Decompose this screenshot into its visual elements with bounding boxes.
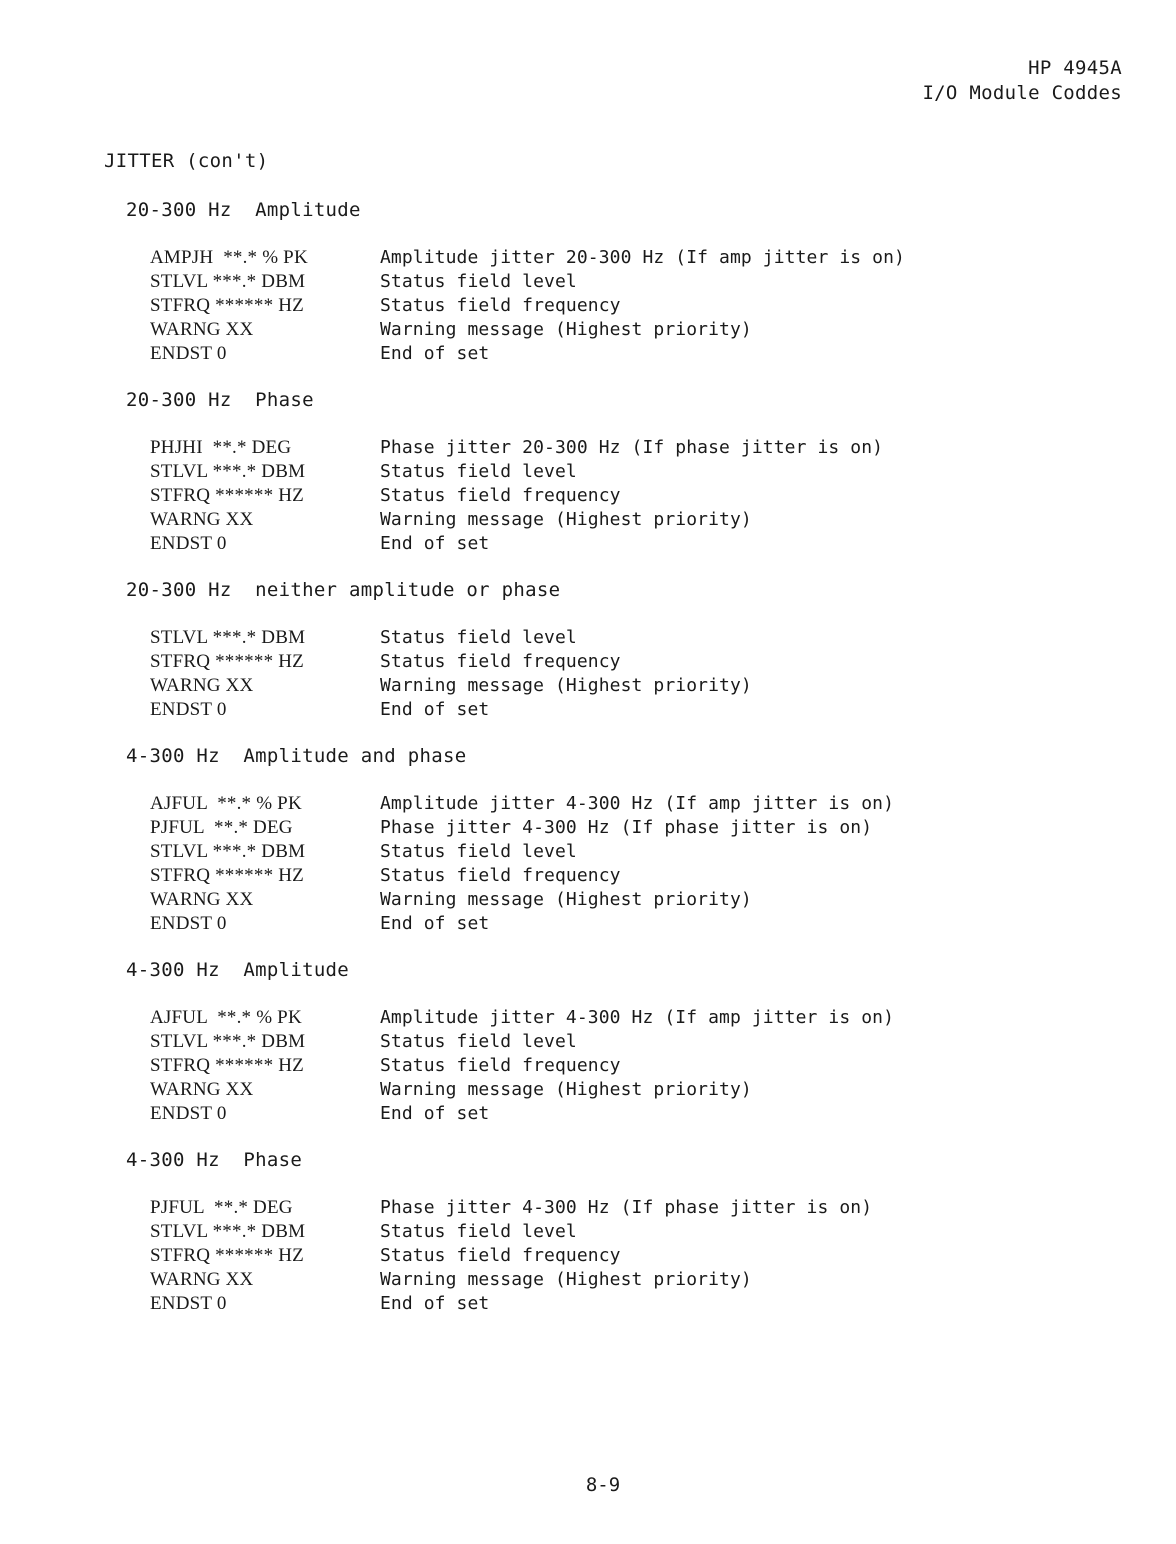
code-description: Phase jitter 4-300 Hz (If phase jitter is on) — [380, 817, 873, 838]
code-field: ENDST 0 — [150, 533, 227, 554]
code-field: PJFUL **.* DEG — [150, 1197, 293, 1218]
code-field: ENDST 0 — [150, 1103, 227, 1124]
code-row — [150, 1292, 1126, 1316]
code-description: Warning message (Highest priority) — [380, 319, 752, 340]
code-field: STFRQ ****** HZ — [150, 485, 304, 506]
code-field: STLVL ***.* DBM — [150, 461, 306, 482]
code-section — [126, 388, 1126, 556]
code-description: Warning message (Highest priority) — [380, 509, 752, 530]
code-description: Status field level — [380, 627, 577, 648]
code-field: STLVL ***.* DBM — [150, 627, 306, 648]
code-description: Status field frequency — [380, 295, 621, 316]
code-section — [126, 198, 1126, 366]
code-description: Status field frequency — [380, 1055, 621, 1076]
code-row — [150, 1196, 1126, 1220]
section-heading: 20-300 Hz neither amplitude or phase — [126, 579, 561, 601]
code-row — [150, 1054, 1126, 1078]
code-description: Phase jitter 4-300 Hz (If phase jitter is on) — [380, 1197, 873, 1218]
code-row — [150, 342, 1126, 366]
code-field: STLVL ***.* DBM — [150, 271, 306, 292]
code-description: End of set — [380, 1103, 490, 1124]
header-subtitle: I/O Module Coddes — [922, 82, 1122, 104]
code-field: ENDST 0 — [150, 1293, 227, 1314]
code-field: STFRQ ****** HZ — [150, 865, 304, 886]
section-heading: 20-300 Hz Amplitude — [126, 199, 361, 221]
code-row — [150, 840, 1126, 864]
code-field: STFRQ ****** HZ — [150, 651, 304, 672]
code-row — [150, 1220, 1126, 1244]
code-field: PJFUL **.* DEG — [150, 817, 293, 838]
code-description: Status field level — [380, 1221, 577, 1242]
code-description: Status field frequency — [380, 865, 621, 886]
code-description: End of set — [380, 533, 490, 554]
code-field: STLVL ***.* DBM — [150, 1031, 306, 1052]
code-row — [150, 792, 1126, 816]
code-row — [150, 294, 1126, 318]
code-row — [150, 816, 1126, 840]
code-description: Status field level — [380, 461, 577, 482]
code-field: WARNG XX — [150, 1079, 254, 1100]
code-field: ENDST 0 — [150, 913, 227, 934]
code-row — [150, 650, 1126, 674]
page-number: 8-9 — [585, 1474, 621, 1496]
code-field: STFRQ ****** HZ — [150, 295, 304, 316]
code-row — [150, 864, 1126, 888]
code-field: ENDST 0 — [150, 343, 227, 364]
code-description: Phase jitter 20-300 Hz (If phase jitter is on) — [380, 437, 884, 458]
section-title: JITTER (con't) — [104, 150, 269, 172]
code-row — [150, 270, 1126, 294]
code-description: Status field frequency — [380, 1245, 621, 1266]
section-heading: 20-300 Hz Phase — [126, 389, 314, 411]
code-field: WARNG XX — [150, 889, 254, 910]
section-heading: 4-300 Hz Phase — [126, 1149, 303, 1171]
code-row — [150, 912, 1126, 936]
code-row — [150, 484, 1126, 508]
section-heading: 4-300 Hz Amplitude and phase — [126, 745, 467, 767]
code-description: Amplitude jitter 4-300 Hz (If amp jitter is on) — [380, 1007, 895, 1028]
code-row — [150, 626, 1126, 650]
code-row — [150, 246, 1126, 270]
code-row — [150, 460, 1126, 484]
code-description: Status field level — [380, 271, 577, 292]
code-field: WARNG XX — [150, 509, 254, 530]
code-section — [126, 1148, 1126, 1316]
code-description: Status field frequency — [380, 651, 621, 672]
code-description: Amplitude jitter 4-300 Hz (If amp jitter is on) — [380, 793, 895, 814]
code-row — [150, 436, 1126, 460]
code-field: STLVL ***.* DBM — [150, 1221, 306, 1242]
code-row — [150, 698, 1126, 722]
code-description: End of set — [380, 1293, 490, 1314]
code-row — [150, 1268, 1126, 1292]
code-field: ENDST 0 — [150, 699, 227, 720]
code-sections — [126, 198, 1126, 1338]
code-field: AMPJH **.* % PK — [150, 247, 308, 268]
code-field: WARNG XX — [150, 675, 254, 696]
code-field: AJFUL **.* % PK — [150, 1007, 302, 1028]
code-section — [126, 744, 1126, 936]
code-description: Status field frequency — [380, 485, 621, 506]
code-description: Status field level — [380, 841, 577, 862]
code-field: STFRQ ****** HZ — [150, 1055, 304, 1076]
code-field: STLVL ***.* DBM — [150, 841, 306, 862]
code-field: PHJHI **.* DEG — [150, 437, 292, 458]
code-row — [150, 674, 1126, 698]
code-description: Warning message (Highest priority) — [380, 889, 752, 910]
code-row — [150, 1102, 1126, 1126]
code-description: End of set — [380, 699, 490, 720]
code-row — [150, 1078, 1126, 1102]
code-row — [150, 1030, 1126, 1054]
code-row — [150, 318, 1126, 342]
code-field: STFRQ ****** HZ — [150, 1245, 304, 1266]
code-description: Amplitude jitter 20-300 Hz (If amp jitter is on) — [380, 247, 905, 268]
code-row — [150, 508, 1126, 532]
code-description: End of set — [380, 913, 490, 934]
code-row — [150, 532, 1126, 556]
code-description: Status field level — [380, 1031, 577, 1052]
code-row — [150, 1006, 1126, 1030]
code-section — [126, 578, 1126, 722]
code-row — [150, 888, 1126, 912]
code-row — [150, 1244, 1126, 1268]
header-model: HP 4945A — [1028, 57, 1122, 79]
code-description: End of set — [380, 343, 490, 364]
code-description: Warning message (Highest priority) — [380, 1079, 752, 1100]
code-field: WARNG XX — [150, 1269, 254, 1290]
code-description: Warning message (Highest priority) — [380, 1269, 752, 1290]
code-description: Warning message (Highest priority) — [380, 675, 752, 696]
code-field: AJFUL **.* % PK — [150, 793, 302, 814]
code-section — [126, 958, 1126, 1126]
section-heading: 4-300 Hz Amplitude — [126, 959, 350, 981]
page-header — [922, 56, 1122, 106]
code-field: WARNG XX — [150, 319, 254, 340]
